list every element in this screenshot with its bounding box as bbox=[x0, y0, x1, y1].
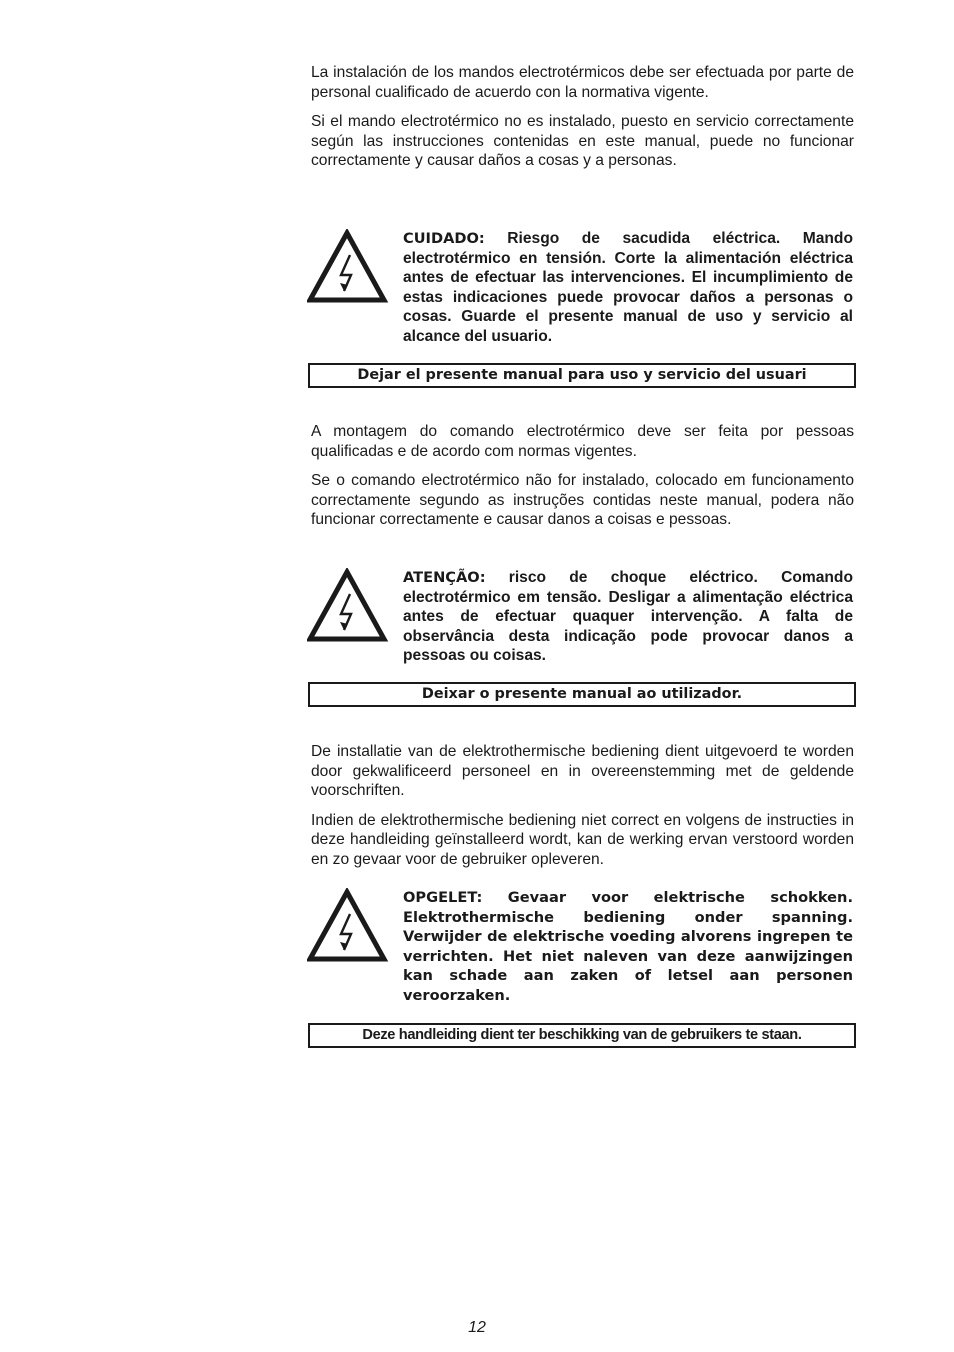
notice-box-es: Dejar el presente manual para uso y servicio del usuari bbox=[308, 363, 856, 388]
warning-text bbox=[403, 568, 853, 666]
electrical-hazard-icon bbox=[307, 888, 389, 964]
notice-box-pt: Deixar o presente manual ao utilizador. bbox=[308, 682, 856, 707]
paragraph: A montagem do comando electrotérmico deve ser feita por pessoas qualificadas e de acordo com normas vigentes. bbox=[311, 423, 854, 460]
warning-body: Gevaar voor elektrische schokken. Elektrothermische bediening onder spanning. Verwijder de elektrische voeding alvorens ingrepen te verrichten. Het niet naleven van deze aanwijzingen kan schade aan zaken of letsel aan personen veroorzaken. bbox=[403, 889, 853, 1004]
warning-label: ATENÇÃO: bbox=[403, 569, 486, 586]
warning-label: OPGELET: bbox=[403, 889, 483, 906]
paragraph: De installatie van de elektrothermische bediening dient uitgevoerd te worden door gekwalificeerd personeel en in overeenstemming met de geldende voorschriften. bbox=[311, 743, 854, 800]
paragraph: Se o comando electrotérmico não for instalado, colocado em funcionamento correctamente segundo as instruções contidas neste manual, podera não funcionar correctamente e causar danos a coisas e pessoas. bbox=[311, 472, 854, 529]
warning-text bbox=[403, 229, 853, 347]
section-nl bbox=[311, 742, 854, 870]
section-es bbox=[311, 63, 854, 171]
warning-body: risco de choque eléctrico. Comando electrotérmico em tensão. Desligar a alimentação eléctrica antes de efectuar quaquer intervenção. A falta de observância desta indicação pode provocar danos a pessoas ou coisas. bbox=[403, 569, 853, 665]
electrical-hazard-icon bbox=[307, 568, 389, 644]
page-number: 12 bbox=[468, 1319, 486, 1336]
warning-text bbox=[403, 888, 853, 1006]
notice-box-nl: Deze handleiding dient ter beschikking van de gebruikers te staan. bbox=[308, 1023, 856, 1048]
warning-label: CUIDADO: bbox=[403, 230, 485, 247]
paragraph: La instalación de los mandos electrotérmicos debe ser efectuada por parte de personal cualificado de acuerdo con la normativa vigente. bbox=[311, 64, 854, 101]
section-pt bbox=[311, 422, 854, 530]
paragraph: Indien de elektrothermische bediening niet correct en volgens de instructies in deze handleiding geïnstalleerd wordt, kan de werking ervan verstoord worden en zo gevaar voor de gebruiker opleveren. bbox=[311, 811, 854, 868]
electrical-hazard-icon bbox=[307, 229, 389, 305]
warning-body: Riesgo de sacudida eléctrica. Mando electrotérmico en tensión. Corte la alimentación eléctrica antes de efectuar las intervenciones. El incumplimiento de estas indicaciones puede provocar daños a personas o cosas. Guarde el presente manual de uso y servicio al alcance del usuario. bbox=[403, 230, 853, 345]
paragraph: Si el mando electrotérmico no es instalado, puesto en servicio correctamente según las instrucciones contenidas en este manual, puede no funcionar correctamente y causar daños a cosas y a personas. bbox=[311, 113, 854, 170]
